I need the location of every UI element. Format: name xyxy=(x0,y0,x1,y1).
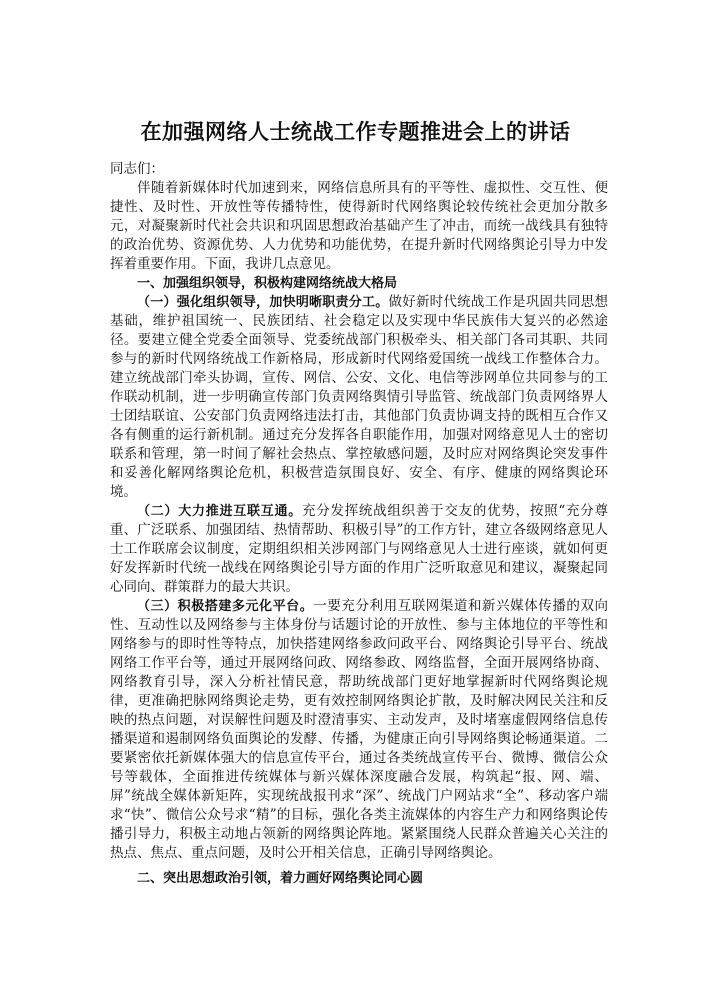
subsection-heading-1: （一）强化组织领导，加快明晰职责分工。 xyxy=(137,295,389,310)
document-title: 在加强网络人士统战工作专题推进会上的讲话 xyxy=(140,120,571,144)
subsection-body-2: 充分发挥统战组织善于交友的优势，按照“充分尊重、广泛联系、加强团结、热情帮助、积极引导”的工作方针，建立各级网络意见人士工作联席会议制度，定期组织相关涉网部门与网络意见人士进行座谈，就如何更好发挥新时代统一战线在网络舆论引导方面的作用广泛听取意见和建议，凝聚起同心同向、群策群力的最大共识。 xyxy=(110,503,608,595)
section-heading-2: 二、突出思想政治引领，着力画好网络舆论同心圆 xyxy=(137,871,424,886)
section-heading-1: 一、加强组织领导，积极构建网络统战大格局 xyxy=(137,276,398,291)
subsection-body-3: 一要充分利用互联网渠道和新兴媒体传播的双向性、互动性以及网络参与主体身份与话题讨论的开放性、参与主体地位的平等性和网络参与的即时性等特点，加快搭建网络参政问政平台、网络舆论引导平台、统战网络工作平台等，通过开展网络问政、网络参政、网络监督，全面开展网络协商、网络教育引导，深入分析社情民意，帮助统战部门更好地掌握新时代网络舆论规律，更准确把脉网络舆论走势，更有效控制网络舆论扩散，及时解决网民关注和反映的热点问题，对误解性问题及时澄清事实、主动发声，及时堵塞虚假网络信息传播渠道和遏制网络负面舆论的发酵、传播，为健康正向引导网络舆论畅通渠道。二要紧密依托新媒体强大的信息宣传平台，通过各类统战宣传平台、微博、微信公众号等载体，全面推进传统媒体与新兴媒体深度融合发展，构筑起“报、网、端、屏”统战全媒体新矩阵，实现统战报刊求“深”、统战门户网站求“全”、移动客户端求“快”、微信公众号求“精”的目标，强化各类主流媒体的内容生产力和网络舆论传播引导力，积极主动地占领新的网络舆论阵地。紧紧围绕人民群众普遍关心关注的热点、焦点、重点问题，及时公开相关信息，正确引导网络舆论。 xyxy=(110,598,608,861)
subsection-paragraph-2 xyxy=(110,502,608,597)
salutation: 同志们： xyxy=(110,161,164,177)
subsection-paragraph-3 xyxy=(110,597,608,863)
document-body xyxy=(110,160,608,888)
subsection-body-1: 做好新时代统战工作是巩固共同思想基础，维护祖国统一、民族团结、社会稳定以及实现中华民族伟大复兴的必然途径。要建立健全党委全面领导、党委统战部门积极牵头、相关部门各司其职、共同参与的新时代网络统战工作新格局，形成新时代网络爱国统一战线工作整体合力。建立统战部门牵头协调，宣传、网信、公安、文化、电信等涉网单位共同参与的工作联动机制，进一步明确宣传部门负责网络舆情引导监管、统战部门负责网络界人士团结联谊、公安部门负责网络违法打击，其他部门负责协调支持的既相互合作又各有侧重的运行新机制。通过充分发挥各自职能作用，加强对网络意见人士的密切联系和管理，第一时间了解社会热点、掌控敏感问题，及时应对网络舆论突发事件和妥善化解网络舆论危机，积极营造氛围良好、安全、有序、健康的网络舆论环境。 xyxy=(110,294,608,500)
subsection-heading-2: （二）大力推进互联互通。 xyxy=(137,504,302,519)
subsection-paragraph-1 xyxy=(110,293,608,502)
intro-paragraph: 伴随着新媒体时代加速到来，网络信息所具有的平等性、虚拟性、交互性、便捷性、及时性、开放性等传播特性，使得新时代网络舆论较传统社会更加分散多元，对凝聚新时代社会共识和巩固思想政治基础产生了冲击，而统一战线具有独特的政治优势、资源优势、人力优势和功能优势，在提升新时代网络舆论引导力中发挥着重要作用。下面，我讲几点意见。 xyxy=(110,180,608,272)
subsection-heading-3: （三）积极搭建多元化平台。 xyxy=(137,599,314,614)
